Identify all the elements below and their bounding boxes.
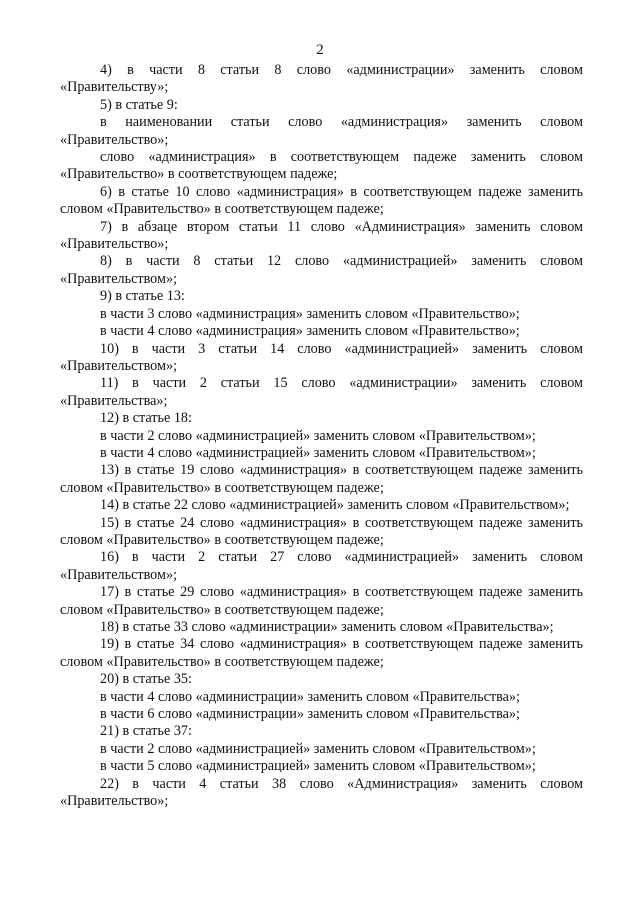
paragraph-item-12: 12) в статье 18: [100, 410, 192, 427]
paragraph-subitem: в части 2 слово «администрацией» заменить словом «Правительством»; [100, 740, 536, 757]
paragraph-item-13: 13) в статье 19 слово «администрация» в соответствующем падеже заменить словом «Правительство» в соответствующем падеже; [60, 462, 583, 496]
paragraph-item-11: 11) в части 2 статьи 15 слово «администрации» заменить словом «Правительства»; [60, 375, 583, 409]
paragraph-subitem: в части 5 слово «администрацией» заменить словом «Правительством»; [100, 758, 536, 775]
paragraph-item-17: 17) в статье 29 слово «администрация» в соответствующем падеже заменить словом «Правительство» в соответствующем падеже; [60, 584, 583, 618]
paragraph-subitem: слово «администрация» в соответствующем падеже заменить словом «Правительство» в соответствующем падеже; [60, 149, 583, 183]
paragraph-subitem: в части 6 слово «администрации» заменить словом «Правительства»; [100, 706, 520, 723]
paragraph-item-8: 8) в части 8 статьи 12 слово «администрацией» заменить словом «Правительством»; [60, 253, 583, 287]
paragraph-item-18: 18) в статье 33 слово «администрации» заменить словом «Правительства»; [100, 619, 554, 635]
document-body [60, 62, 583, 810]
paragraph-item-9: 9) в статье 13: [100, 288, 185, 305]
paragraph-item-20: 20) в статье 35: [100, 671, 192, 688]
paragraph-item-10: 10) в части 3 статьи 14 слово «администрацией» заменить словом «Правительством»; [60, 340, 583, 374]
paragraph-subitem: в части 3 слово «администрация» заменить словом «Правительство»; [100, 305, 520, 322]
paragraph-item-16: 16) в части 2 статьи 27 слово «администрацией» заменить словом «Правительством»; [60, 549, 583, 583]
paragraph-item-7: 7) в абзаце втором статьи 11 слово «Администрация» заменить словом «Правительство»; [60, 218, 583, 253]
paragraph-item-15: 15) в статье 24 слово «администрация» в соответствующем падеже заменить словом «Правительство» в соответствующем падеже; [60, 514, 583, 548]
paragraph-item-19: 19) в статье 34 слово «администрация» в соответствующем падеже заменить словом «Правительство» в соответствующем падеже; [60, 636, 583, 670]
paragraph-item-22: 22) в части 4 статьи 38 слово «Администрация» заменить словом «Правительство»; [60, 775, 583, 810]
paragraph-item-5: 5) в статье 9: [100, 96, 178, 113]
paragraph-item-14: 14) в статье 22 слово «администрацией» заменить словом «Правительством»; [100, 497, 570, 514]
paragraph-subitem: в части 4 слово «администрации» заменить словом «Правительства»; [100, 688, 520, 705]
paragraph-subitem: в части 2 слово «администрацией» заменить словом «Правительством»; [100, 427, 536, 444]
paragraph-subitem: в части 4 слово «администрацией» заменить словом «Правительством»; [100, 444, 536, 461]
paragraph-subitem: в наименовании статьи слово «администрация» заменить словом «Правительство»; [60, 114, 583, 148]
paragraph-subitem: в части 4 слово «администрация» заменить словом «Правительство»; [100, 323, 520, 340]
page-number: 2 [316, 42, 324, 58]
paragraph-item-21: 21) в статье 37: [100, 723, 192, 740]
paragraph-item-6: 6) в статье 10 слово «администрация» в соответствующем падеже заменить словом «Правительство» в соответствующем падеже; [60, 183, 583, 218]
paragraph-item-4: 4) в части 8 статьи 8 слово «администрации» заменить словом «Правительству»; [60, 62, 583, 96]
